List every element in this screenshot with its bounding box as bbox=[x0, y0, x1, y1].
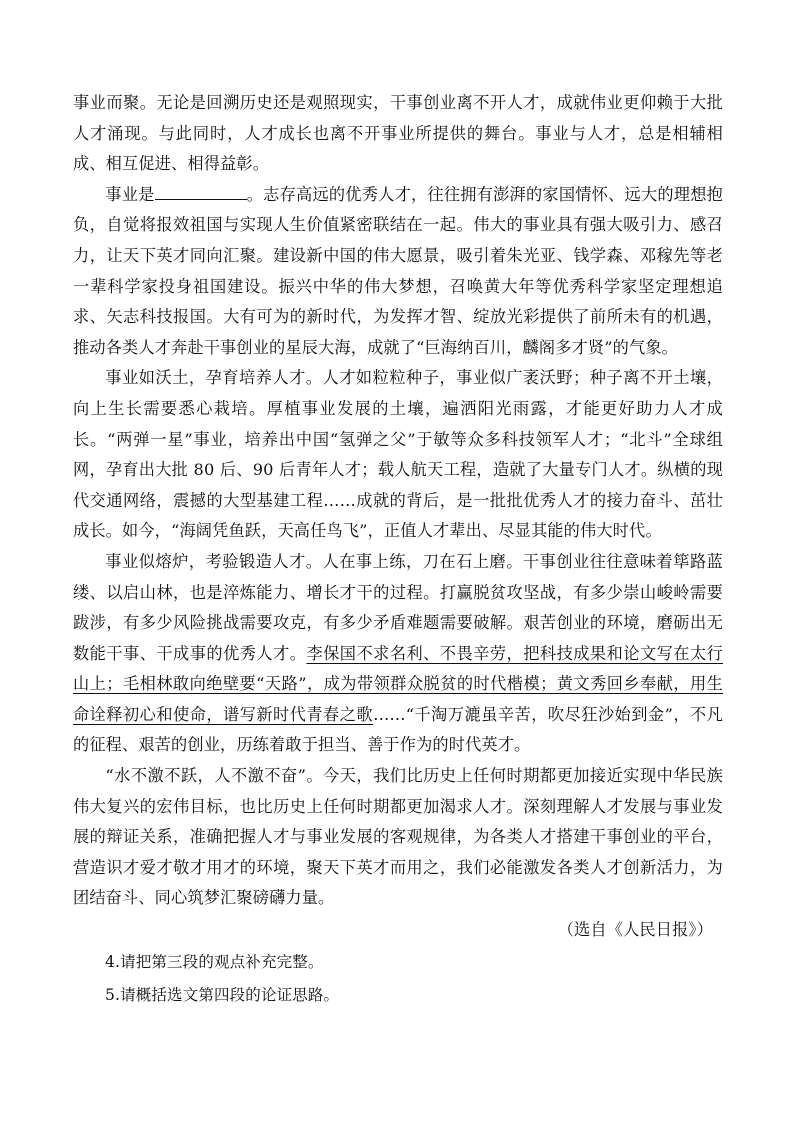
source-citation: （选自《人民日报》） bbox=[557, 920, 713, 940]
fill-in-blank[interactable] bbox=[155, 183, 247, 200]
paragraph-1: 事业而聚。无论是回溯历史还是观照现实，干事创业离不开人才，成就伟业更仰赖于大批人才涌现。与此同时，人才成长也离不开事业所提供的舞台。事业与人才，总是相辅相成、相互促进、相得益彰。 bbox=[73, 93, 723, 174]
underlined-sentence: 李保国不求名利、不畏辛劳，把科技成果和论文写在太行山上；毛相林敢向绝壁要“天路”，成为带领群众脱贫的时代楷模；黄文秀回乡奉献，用生命诠释初心和使命，谱写新时代青春之歌 bbox=[73, 643, 723, 724]
paragraph-4 bbox=[73, 547, 723, 761]
question-list bbox=[73, 946, 723, 1012]
paragraph-5: “水不激不跃，人不激不奋”。今天，我们比历史上任何时期都更加接近实现中华民族伟大复兴的宏伟目标，也比历史上任何时期都更加渴求人才。深刻理解人才发展与事业发展的辩证关系，准确把握人才与事业发展的客观规律，为各类人才搭建干事创业的平台，营造识才爱才敬才用才的环境，聚天下英才而用之，我们必能激发各类人才创新活力，为团结奋斗、同心筑梦汇聚磅礴力量。 bbox=[73, 766, 723, 908]
paragraph-3: 事业如沃土，孕育培养人才。人才如粒粒种子，事业似广袤沃野；种子离不开土壤，向上生长需要悉心栽培。厚植事业发展的土壤，遍洒阳光雨露，才能更好助力人才成长。“两弹一星”事业，培养出中国“氢弹之父”于敏等众多科技领军人才；“北斗”全球组网，孕育出大批 80 后、90 后青年人才；载人航天工程，造就了大量专门人才。纵横的现代交通网络，震撼的大型基建工程……成就的背后，是一批批优秀人才的接力奋斗、茁壮成长。如今，“海阔凭鱼跃，天高任鸟飞”，正值人才辈出、尽显其能的伟大时代。 bbox=[73, 368, 723, 541]
question-4: 4.请把第三段的观点补充完整。 bbox=[105, 953, 324, 972]
question-5: 5.请概括选文第四段的论证思路。 bbox=[105, 986, 340, 1005]
paragraph-2 bbox=[73, 180, 723, 364]
paragraph-2-rest: 。志存高远的优秀人才，往往拥有澎湃的家国情怀、远大的理想抱负，自觉将报效祖国与实现人生价值紧密联结在一起。伟大的事业具有强大吸引力、感召力，让天下英才同向汇聚。建设新中国的伟大愿景，吸引着朱光亚、钱学森、邓稼先等老一辈科学家投身祖国建设。振兴中华的伟大梦想，召唤黄大年等优秀科学家坚定理想追求、矢志科技报国。大有可为的新时代，为发挥才智、绽放光彩提供了前所未有的机遇，推动各类人才奔赴干事创业的星辰大海，成就了“巨海纳百川，麟阁多才贤”的气象。 bbox=[73, 184, 723, 357]
document-page bbox=[73, 88, 723, 1012]
paragraph-4-end: ……“千淘万漉虽辛苦，吹尽狂沙始到金”，不凡的征程、艰苦的创业，历练着敢于担当、善于作为的时代英才。 bbox=[73, 704, 724, 755]
paragraph-4-start: 事业似熔炉，考验锻造人才。人在事上练，刀在石上磨。干事创业往往意味着筚路蓝缕、以启山林，也是淬炼能力、增长才干的过程。打赢脱贫攻坚战，有多少崇山峻岭需要跋涉，有多少风险挑战需要攻克，有多少矛盾难题需要破解。艰苦创业的环境，磨砺出无数能干事、干成事的优秀人才。 bbox=[73, 551, 723, 663]
paragraph-2-start: 事业是 bbox=[105, 184, 155, 204]
